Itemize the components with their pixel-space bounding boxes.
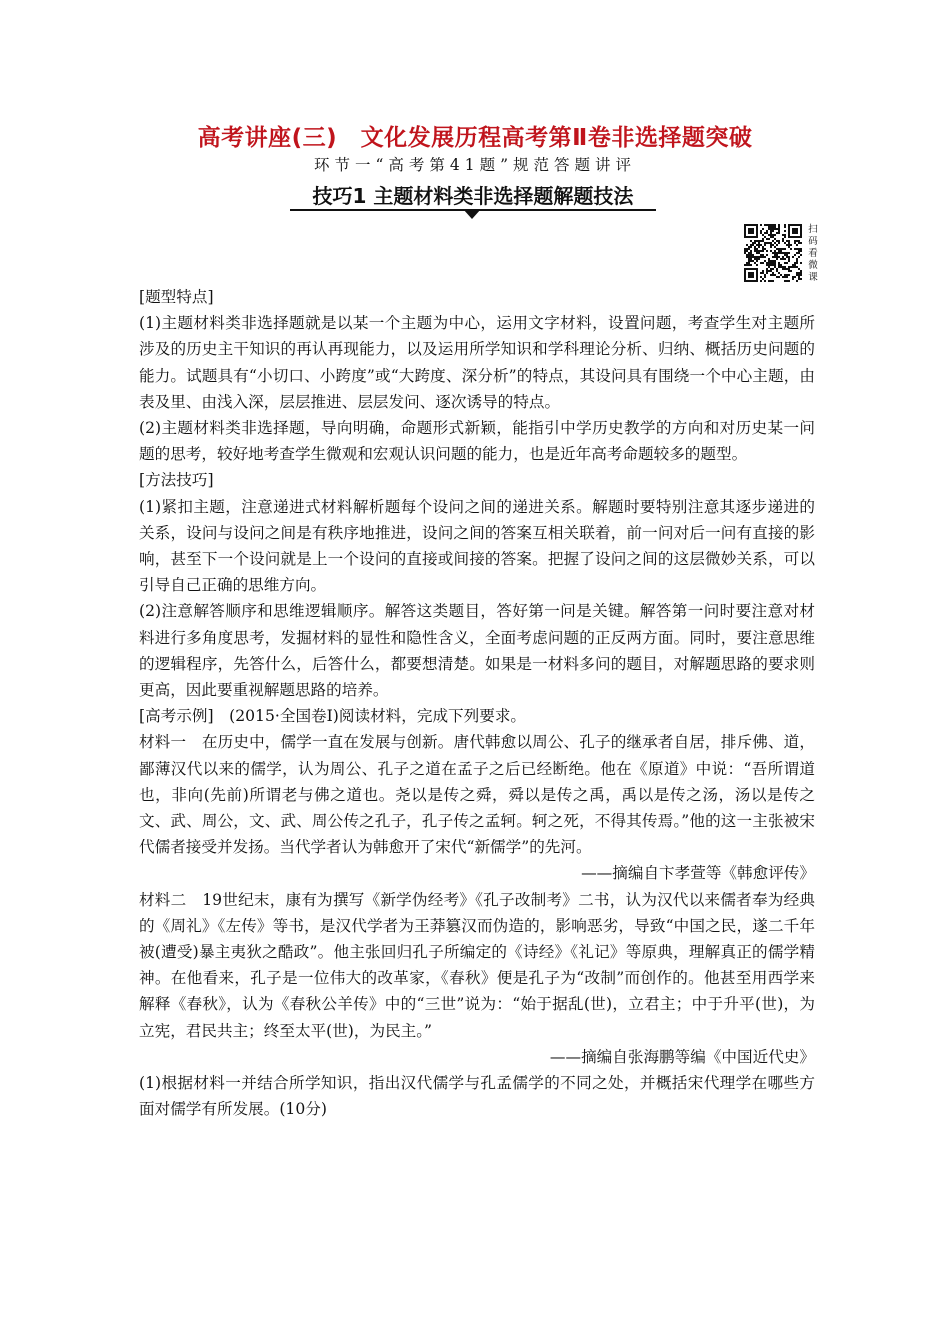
triangle-down-icon xyxy=(463,209,481,219)
material-one: 材料一 在历史中，儒学一直在发展与创新。唐代韩愈以周公、孔子的继承者自居，排斥佛、道，鄙薄汉代以来的儒学，认为周公、孔子之道在孟子之后已经断绝。他在《原道》中说：“吾所谓道也，非向(先前)所谓老与佛之道也。尧以是传之舜，舜以是传之禹，禹以是传之汤，汤以是传之文、武、周公，文、武、周公传之孔子，孔子传之孟轲。轲之死，不得其传焉。”他的这一主张被宋代儒者接受并发扬。当代学者认为韩愈开了宋代“新儒学”的先河。 xyxy=(139,733,815,857)
section-label-example: [高考示例] (2015·全国卷Ⅰ)阅读材料，完成下列要求。 xyxy=(139,707,527,726)
material-two: 材料二 19世纪末，康有为撰写《新学伪经考》《孔子改制考》二书，认为汉代以来儒者奉为经典的《周礼》《左传》等书，是汉代学者为王莽篡汉而伪造的，影响恶劣，导致“中国之民，遂二千年被(遭受)暴主夷狄之酷政”。他主张回归孔子所编定的《诗经》《礼记》等原典，理解真正的儒学精神。在他看来，孔子是一位伟大的改革家，《春秋》便是孔子为“改制”而创作的。他甚至用西学来解释《春秋》，认为《春秋公羊传》中的“三世”说为：“始于据乱(世)，立君主；中于升平(世)，为立宪，君民共主；终至太平(世)，为民主。” xyxy=(139,890,815,1040)
paragraph: (2)注意解答顺序和思维逻辑顺序。解答这类题目，答好第一问是关键。解答第一问时要注意对材料进行多角度思考，发掘材料的显性和隐性含义，全面考虑问题的正反两方面。同时，要注意思维的逻辑程序，先答什么，后答什么，都要想清楚。如果是一材料多问的题目，对解题思路的要求则更高，因此要重视解题思路的培养。 xyxy=(139,602,815,700)
document-body xyxy=(139,284,815,1123)
qr-caption-text: 扫 码 看 微 课 xyxy=(808,224,818,283)
qr-code-icon[interactable] xyxy=(744,224,802,282)
section-label-methods: [方法技巧] xyxy=(139,471,214,490)
source-citation: ——摘编自卞孝萱等《韩愈评传》 xyxy=(581,864,815,883)
source-citation: ——摘编自张海鹏等编《中国近代史》 xyxy=(549,1047,815,1066)
section-label-features: [题型特点] xyxy=(139,288,214,306)
section-subtitle: 环节一“高考第41题”规范答题讲评 xyxy=(313,156,637,174)
lecture-title: 高考讲座(三) 文化发展历程高考第Ⅱ卷非选择题突破 xyxy=(197,125,753,151)
paragraph: (1)紧扣主题，注意递进式材料解析题每个设问之间的递进关系。解题时要特别注意其逐步递进的关系，设问与设问之间是有秩序地推进，设问之间的答案互相关联着，前一问对后一问有直接的影响，甚至下一个设问就是上一个设问的直接或间接的答案。把握了设问之间的这层微妙关系，可以引导自己正确的思维方向。 xyxy=(139,497,815,595)
paragraph: (1)主题材料类非选择题就是以某一个主题为中心，运用文字材料，设置问题，考查学生对主题所涉及的历史主干知识的再认再现能力，以及运用所学知识和学科理论分析、归纳、概括历史问题的能力。试题具有“小切口、小跨度”或“大跨度、深分析”的特点，其设问具有围绕一个中心主题，由表及里、由浅入深，层层推进、层层发问、逐次诱导的特点。 xyxy=(139,314,815,411)
question-one: (1)根据材料一并结合所学知识，指出汉代儒学与孔孟儒学的不同之处，并概括宋代理学在哪些方面对儒学有所发展。(10分) xyxy=(139,1074,815,1119)
skill-heading: 技巧1 主题材料类非选择题解题技法 xyxy=(312,184,634,208)
qr-caption xyxy=(806,224,820,284)
paragraph: (2)主题材料类非选择题，导向明确，命题形式新颖，能指引中学历史教学的方向和对历史某一问题的思考，较好地考查学生微观和宏观认识问题的能力，也是近年高考命题较多的题型。 xyxy=(139,419,815,464)
